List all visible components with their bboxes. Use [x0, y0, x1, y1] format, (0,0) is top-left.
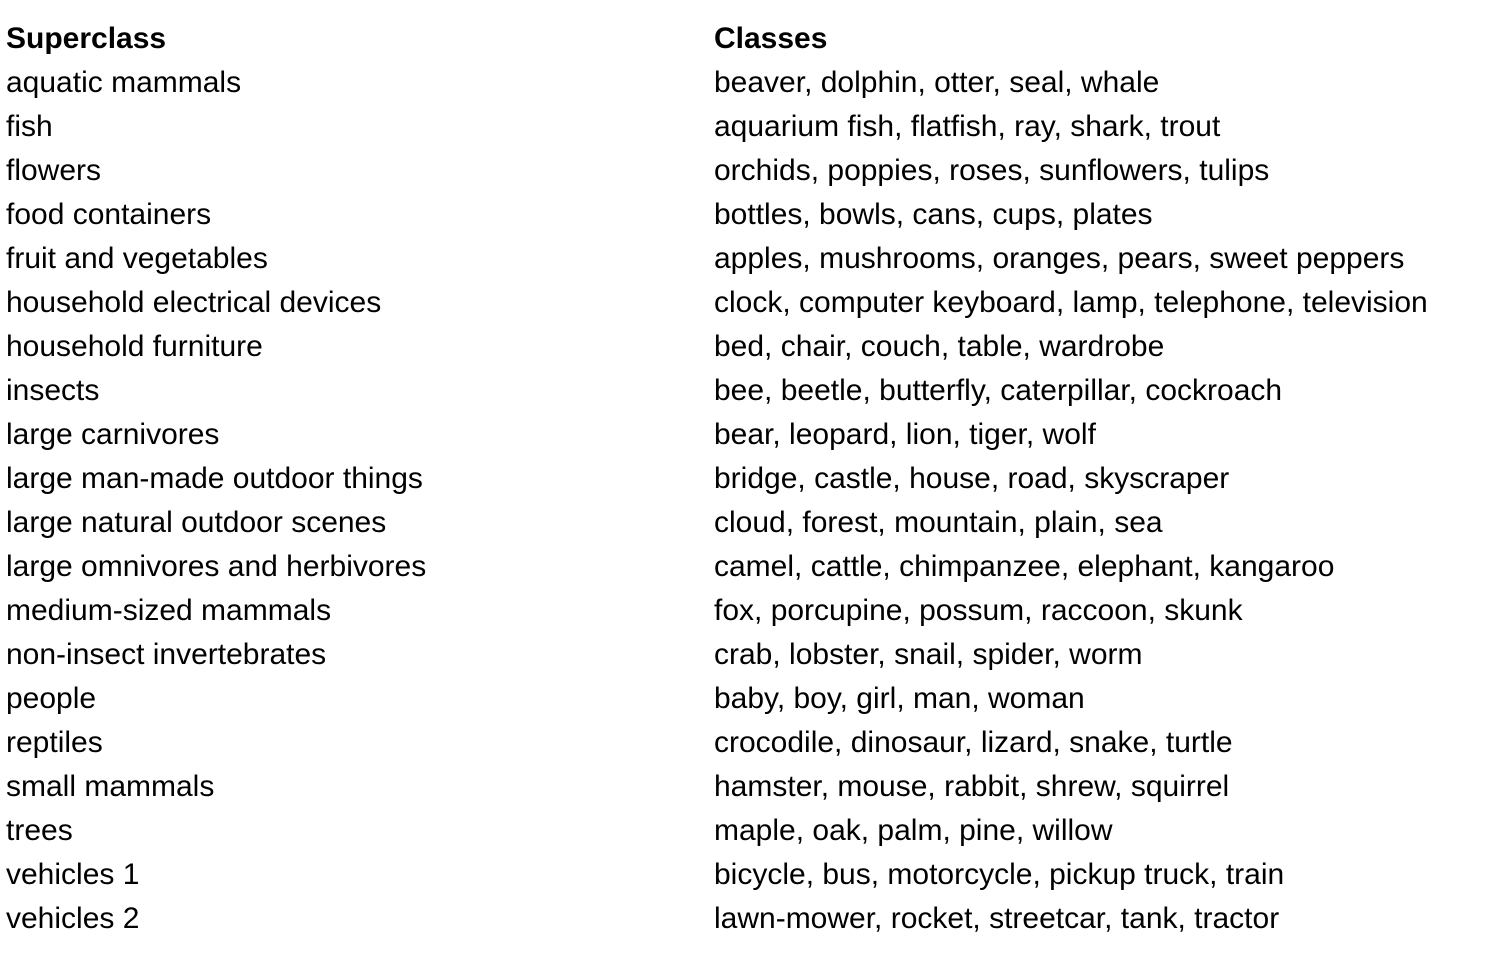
- superclass-cell: aquatic mammals: [6, 66, 242, 99]
- table-row: [6, 325, 1496, 369]
- classes-cell: maple, oak, palm, pine, willow: [714, 814, 1113, 847]
- table-row: [6, 765, 1496, 809]
- table-row: [6, 545, 1496, 589]
- classes-cell: cloud, forest, mountain, plain, sea: [714, 506, 1163, 539]
- table-row: [6, 677, 1496, 721]
- classes-cell: orchids, poppies, roses, sunflowers, tulips: [714, 154, 1270, 187]
- header-classes: Classes: [714, 22, 828, 55]
- superclass-cell: large natural outdoor scenes: [6, 506, 387, 539]
- table-row: [6, 281, 1496, 325]
- classes-cell: lawn-mower, rocket, streetcar, tank, tractor: [714, 902, 1280, 935]
- superclass-cell: trees: [6, 814, 73, 847]
- table-row: [6, 149, 1496, 193]
- superclass-cell: household electrical devices: [6, 286, 382, 319]
- classes-cell: bear, leopard, lion, tiger, wolf: [714, 418, 1096, 451]
- classes-cell: crab, lobster, snail, spider, worm: [714, 638, 1143, 671]
- superclass-cell: medium-sized mammals: [6, 594, 332, 627]
- table-row: [6, 369, 1496, 413]
- superclass-cell: large man-made outdoor things: [6, 462, 423, 495]
- classes-cell: hamster, mouse, rabbit, shrew, squirrel: [714, 770, 1230, 803]
- superclass-cell: vehicles 2: [6, 902, 140, 935]
- table-row: [6, 413, 1496, 457]
- table-row: [6, 457, 1496, 501]
- table-row: [6, 501, 1496, 545]
- table-body: [6, 61, 1496, 941]
- table-row: [6, 193, 1496, 237]
- classes-cell: beaver, dolphin, otter, seal, whale: [714, 66, 1160, 99]
- table-header-row: [6, 17, 1496, 61]
- superclass-cell: non-insect invertebrates: [6, 638, 327, 671]
- superclass-cell: large omnivores and herbivores: [6, 550, 427, 583]
- superclass-cell: household furniture: [6, 330, 263, 363]
- table-row: [6, 633, 1496, 677]
- classes-cell: bridge, castle, house, road, skyscraper: [714, 462, 1230, 495]
- classes-cell: apples, mushrooms, oranges, pears, sweet peppers: [714, 242, 1405, 275]
- superclass-cell: vehicles 1: [6, 858, 140, 891]
- classes-cell: fox, porcupine, possum, raccoon, skunk: [714, 594, 1243, 627]
- superclass-cell: fish: [6, 110, 53, 143]
- superclass-cell: large carnivores: [6, 418, 220, 451]
- classes-cell: clock, computer keyboard, lamp, telephone, television: [714, 286, 1428, 319]
- superclass-cell: small mammals: [6, 770, 215, 803]
- header-superclass: Superclass: [6, 22, 167, 55]
- classes-cell: crocodile, dinosaur, lizard, snake, turtle: [714, 726, 1233, 759]
- table-row: [6, 809, 1496, 853]
- classes-cell: bed, chair, couch, table, wardrobe: [714, 330, 1165, 363]
- classes-cell: bottles, bowls, cans, cups, plates: [714, 198, 1153, 231]
- table-row: [6, 721, 1496, 765]
- classes-cell: camel, cattle, chimpanzee, elephant, kangaroo: [714, 550, 1335, 583]
- table-row: [6, 61, 1496, 105]
- table-row: [6, 237, 1496, 281]
- table-row: [6, 897, 1496, 941]
- table-row: [6, 105, 1496, 149]
- superclass-cell: insects: [6, 374, 100, 407]
- superclass-cell: fruit and vegetables: [6, 242, 268, 275]
- superclass-cell: flowers: [6, 154, 102, 187]
- superclass-cell: reptiles: [6, 726, 103, 759]
- table-row: [6, 589, 1496, 633]
- classes-cell: baby, boy, girl, man, woman: [714, 682, 1085, 715]
- classes-cell: bicycle, bus, motorcycle, pickup truck, train: [714, 858, 1285, 891]
- superclass-table: [6, 17, 1496, 941]
- classes-cell: bee, beetle, butterfly, caterpillar, cockroach: [714, 374, 1283, 407]
- table-row: [6, 853, 1496, 897]
- classes-cell: aquarium fish, flatfish, ray, shark, trout: [714, 110, 1221, 143]
- superclass-cell: people: [6, 682, 97, 715]
- superclass-cell: food containers: [6, 198, 212, 231]
